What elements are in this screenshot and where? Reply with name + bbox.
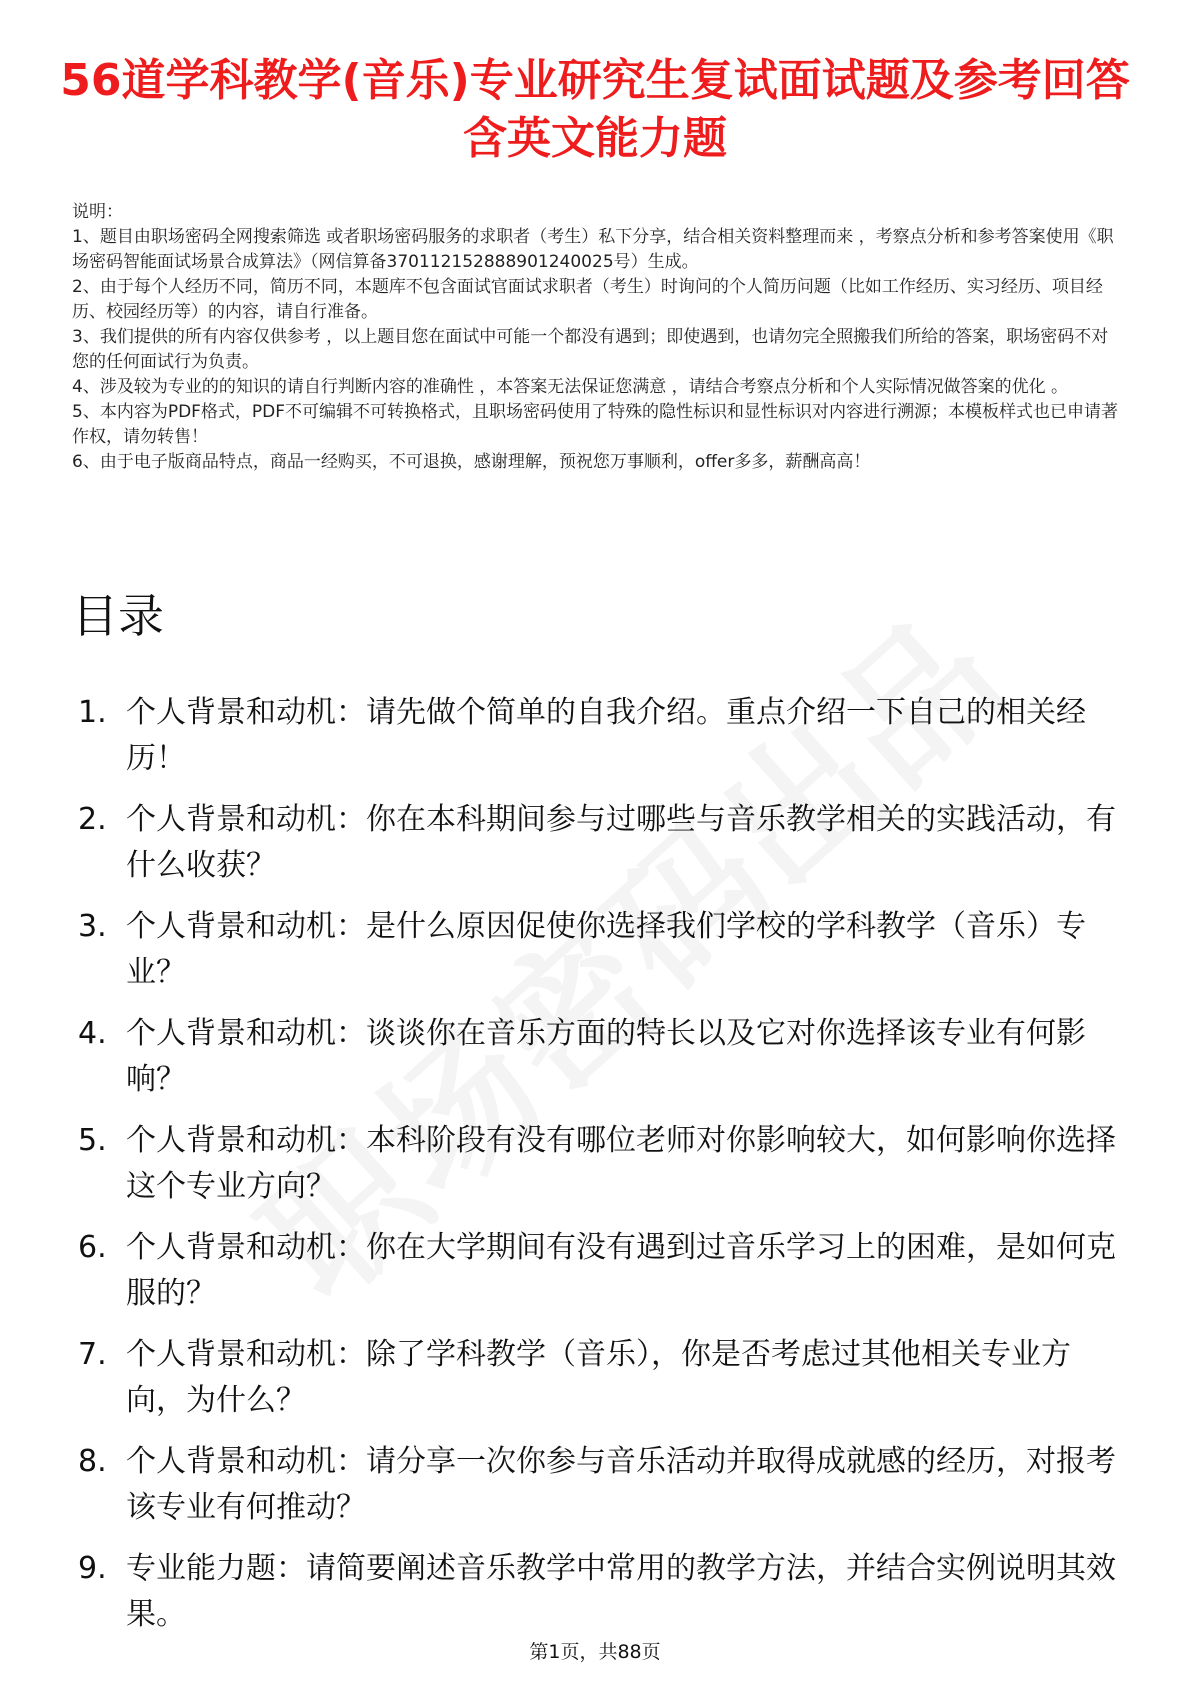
toc-item-text: 个人背景和动机：请先做个简单的自我介绍。重点介绍一下自己的相关经历！ bbox=[126, 695, 1086, 776]
toc-item-number: 4. bbox=[78, 1016, 107, 1051]
page-footer: 第1页，共88页 bbox=[529, 1641, 661, 1663]
toc-item-text: 个人背景和动机：本科阶段有没有哪位老师对你影响较大，如何影响你选择这个专业方向？ bbox=[126, 1123, 1116, 1204]
toc-item[interactable] bbox=[72, 904, 1122, 996]
toc-item-number: 3. bbox=[78, 909, 107, 944]
toc-item-text: 个人背景和动机：谈谈你在音乐方面的特长以及它对你选择该专业有何影响？ bbox=[126, 1016, 1086, 1097]
toc-item[interactable] bbox=[72, 1439, 1122, 1531]
document-title: 56道学科教学(音乐)专业研究生复试面试题及参考回答含英文能力题 bbox=[60, 55, 1130, 164]
notes-section bbox=[72, 200, 1122, 475]
toc-item-number: 7. bbox=[78, 1337, 107, 1372]
toc-item[interactable] bbox=[72, 797, 1122, 889]
toc-item-number: 1. bbox=[78, 695, 107, 730]
toc-item-text: 专业能力题：请简要阐述音乐教学中常用的教学方法，并结合实例说明其效果。 bbox=[126, 1551, 1116, 1632]
toc-item-number: 5. bbox=[78, 1123, 107, 1158]
note-item: 3、我们提供的所有内容仅供参考 ，以上题目您在面试中可能一个都没有遇到；即使遇到，也请勿完全照搬我们所给的答案，职场密码不对您的任何面试行为负责。 bbox=[72, 327, 1109, 372]
note-item: 1、题目由职场密码全网搜索筛选 或者职场密码服务的求职者（考生）私下分享，结合相关资料整理而来 ，考察点分析和参考答案使用《职场密码智能面试场景合成算法》（网信算备370112152888901240025号）生成。 bbox=[72, 227, 1114, 272]
toc-item[interactable] bbox=[72, 1225, 1122, 1317]
toc-item-number: 9. bbox=[78, 1551, 107, 1586]
note-item: 4、涉及较为专业的的知识的请自行判断内容的准确性 ，本答案无法保证您满意 ，请结合考察点分析和个人实际情况做答案的优化 。 bbox=[72, 377, 1069, 397]
toc-item-number: 6. bbox=[78, 1230, 107, 1265]
note-item: 2、由于每个人经历不同，简历不同，本题库不包含面试官面试求职者（考生）时询问的个人简历问题（比如工作经历、实习经历、项目经历、校园经历等）的内容，请自行准备。 bbox=[72, 277, 1103, 322]
toc-heading: 目录 bbox=[72, 589, 164, 643]
toc-item-text: 个人背景和动机：请分享一次你参与音乐活动并取得成就感的经历，对报考该专业有何推动？ bbox=[126, 1444, 1116, 1525]
note-item: 5、本内容为PDF格式，PDF不可编辑不可转换格式，且职场密码使用了特殊的隐性标识和显性标识对内容进行溯源；本模板样式也已申请著作权，请勿转售！ bbox=[72, 402, 1119, 447]
note-item: 6、由于电子版商品特点，商品一经购买，不可退换，感谢理解，预祝您万事顺利，offer多多，薪酬高高！ bbox=[72, 452, 871, 472]
toc-item-text: 个人背景和动机：你在大学期间有没有遇到过音乐学习上的困难，是如何克服的？ bbox=[126, 1230, 1116, 1311]
toc-item[interactable] bbox=[72, 1011, 1122, 1103]
toc-item-text: 个人背景和动机：你在本科期间参与过哪些与音乐教学相关的实践活动，有什么收获？ bbox=[126, 802, 1116, 883]
toc-item-number: 2. bbox=[78, 802, 107, 837]
toc-item[interactable] bbox=[72, 1118, 1122, 1210]
toc-item[interactable] bbox=[72, 1332, 1122, 1424]
toc-item-number: 8. bbox=[78, 1444, 107, 1479]
toc-item[interactable] bbox=[72, 1546, 1122, 1638]
toc-item-text: 个人背景和动机：除了学科教学（音乐），你是否考虑过其他相关专业方向，为什么？ bbox=[126, 1337, 1071, 1418]
notes-heading: 说明： bbox=[72, 202, 123, 222]
toc-item-text: 个人背景和动机：是什么原因促使你选择我们学校的学科教学（音乐）专业？ bbox=[126, 909, 1086, 990]
toc-list bbox=[72, 690, 1122, 1653]
toc-item[interactable] bbox=[72, 690, 1122, 782]
